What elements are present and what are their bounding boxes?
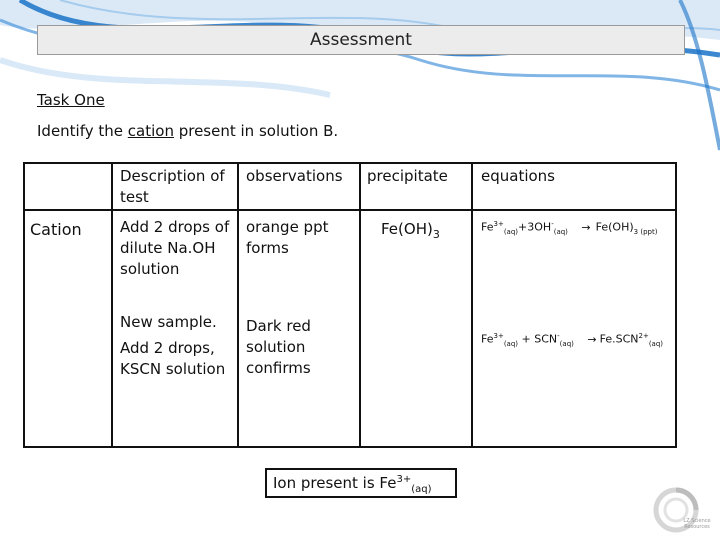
eq2-product-charge: 2+ bbox=[638, 332, 649, 340]
header-precipitate: precipitate bbox=[367, 167, 448, 185]
eq2-ion-charge: 3+ bbox=[493, 332, 504, 340]
eq1-reagent-state: (aq) bbox=[553, 227, 568, 236]
result-charge: 3+ bbox=[396, 474, 412, 485]
row1-observation: orange ppt forms bbox=[246, 218, 329, 257]
header-equations: equations bbox=[481, 167, 555, 185]
precipitate-subscript: 3 bbox=[432, 228, 440, 241]
eq2-reagent: + SCN bbox=[518, 332, 558, 346]
header-divider bbox=[23, 209, 677, 211]
arrow-icon: → bbox=[587, 332, 597, 346]
eq2-product-state: (aq) bbox=[648, 339, 664, 348]
task-heading: Task One bbox=[37, 91, 105, 109]
eq1-product-sub: 3 (ppt) bbox=[633, 227, 658, 236]
eq1-ion: Fe bbox=[481, 220, 494, 234]
eq1-reagent-charge: - bbox=[551, 220, 554, 228]
page-title-bar bbox=[37, 25, 685, 55]
column-divider bbox=[111, 162, 113, 448]
page-title: Assessment bbox=[310, 30, 412, 50]
column-divider bbox=[359, 162, 361, 448]
row2-description-line1: New sample. bbox=[120, 313, 217, 331]
instruction-text-before: Identify the bbox=[37, 122, 128, 140]
eq1-ion-state: (aq) bbox=[503, 227, 519, 236]
arrow-icon: → bbox=[581, 220, 591, 234]
instruction-keyword: cation bbox=[127, 122, 174, 140]
precipitate-formula: Fe(OH) bbox=[381, 220, 433, 238]
column-divider bbox=[237, 162, 239, 448]
row2-description-line2: Add 2 drops, KSCN solution bbox=[120, 339, 226, 378]
row2-observation: Dark red solution confirms bbox=[246, 317, 311, 377]
row1-description: Add 2 drops of dilute Na.OH solution bbox=[120, 218, 230, 278]
header-description: Description of test bbox=[120, 167, 225, 206]
result-text: Ion present is Fe bbox=[273, 474, 397, 492]
row1-equation bbox=[481, 220, 657, 236]
eq2-product: Fe.SCN bbox=[599, 332, 639, 346]
row-label-cation: Cation bbox=[30, 220, 82, 239]
eq1-ion-charge: 3+ bbox=[493, 220, 504, 228]
row2-equation bbox=[481, 332, 663, 348]
ion-result-box bbox=[265, 468, 457, 498]
column-divider bbox=[471, 162, 473, 448]
eq2-ion: Fe bbox=[481, 332, 494, 346]
eq1-reagent: +3OH bbox=[518, 220, 552, 234]
row1-precipitate bbox=[381, 219, 440, 245]
eq2-reagent-charge: - bbox=[557, 332, 560, 340]
eq2-ion-state: (aq) bbox=[503, 339, 519, 348]
result-state: (aq) bbox=[411, 484, 432, 495]
header-observations: observations bbox=[246, 167, 343, 185]
eq2-reagent-state: (aq) bbox=[559, 339, 574, 348]
instruction-text-after: present in solution B. bbox=[173, 122, 339, 140]
logo-caption: LZ Science Resources bbox=[683, 518, 711, 530]
task-instruction bbox=[37, 122, 338, 140]
eq1-product: Fe(OH) bbox=[595, 220, 634, 234]
